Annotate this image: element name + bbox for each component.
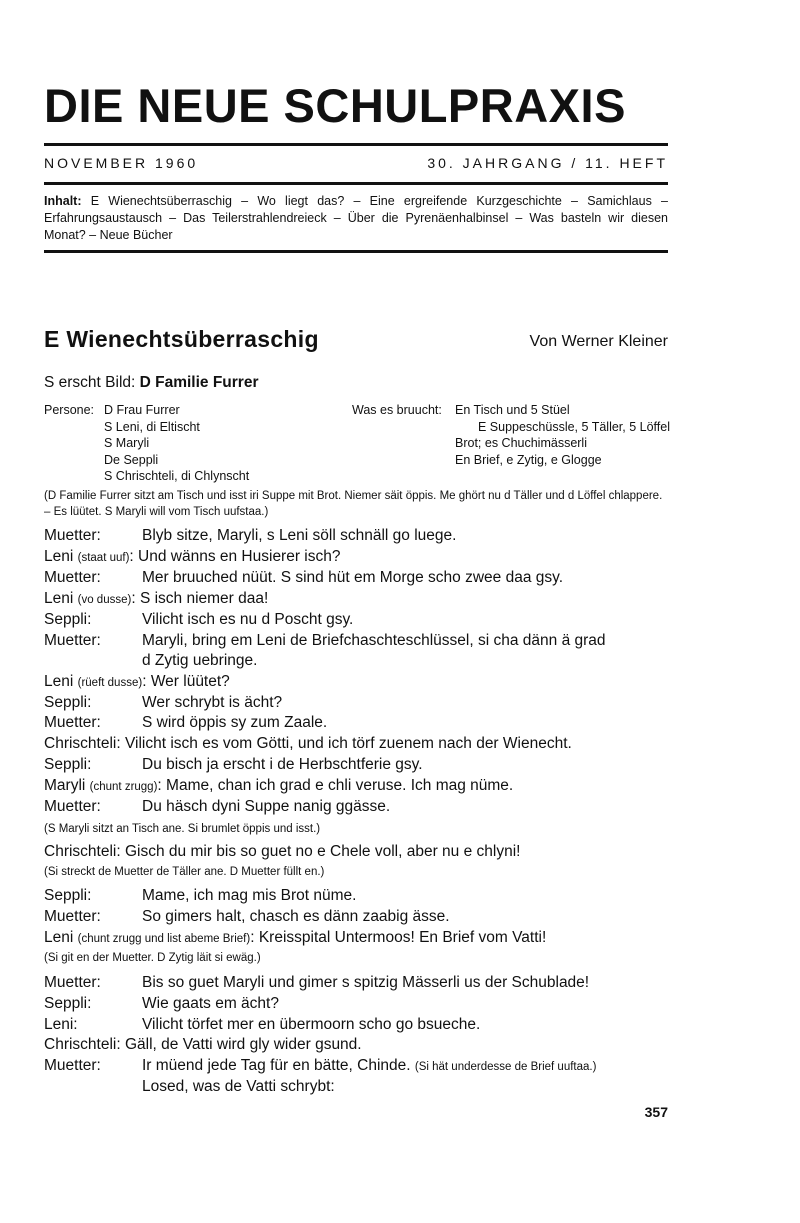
contents-text: E Wienechtsüberraschig – Wo liegt das? – Eine ergreifende Kurzgeschichte – Samichlaus – Erfahrungsaustausch – Das Teilerstrahlendreieck – Über die Pyrenäenhalbinsel – Was basteln wir diesen Monat? – Neue Bücher <box>44 194 668 242</box>
line-text: Wie gaats em ächt? <box>142 995 279 1012</box>
props-label: Was es bruucht: <box>352 403 442 417</box>
line-text: Blyb sitze, Maryli, s Leni söll schnäll go luege. <box>142 527 457 544</box>
cast-member: S Chrischteli, di Chlynscht <box>104 469 250 483</box>
issue-line <box>44 155 668 173</box>
cast-member: S Leni, di Eltischt <box>104 419 200 434</box>
cast-member: D Frau Furrer <box>104 403 180 417</box>
speaker: Chrischteli: <box>44 735 121 752</box>
speaker: Seppli: <box>44 756 92 773</box>
masthead-rule <box>44 143 668 146</box>
issue-date: NOVEMBER 1960 <box>44 155 199 171</box>
speaker: Leni <box>44 548 74 565</box>
page-number: 357 <box>644 1104 668 1120</box>
cast-label: Persone: <box>44 403 95 417</box>
speaker: Leni: <box>44 1016 78 1033</box>
issue-volume: 30. JAHRGANG / 11. HEFT <box>427 155 668 171</box>
stage-note: (chunt zrugg) <box>89 781 158 793</box>
scene-prefix: S erscht Bild: <box>44 374 136 391</box>
props-item: En Brief, e Zytig, e Glogge <box>455 452 602 467</box>
line-text: Mer bruuched nüüt. S sind hüt em Morge scho zwee daa gsy. <box>142 569 564 586</box>
scene-heading <box>44 374 259 392</box>
speaker: Leni <box>44 590 74 607</box>
dialogue-line: Leni (rüeft dusse): Wer lüütet? <box>44 673 230 690</box>
stage-direction: (Si git en der Muetter. D Zytig läit si ewäg.) <box>44 952 261 964</box>
speaker: Muetter: <box>44 974 101 991</box>
line-continuation: Losed, was de Vatti schrybt: <box>142 1078 335 1095</box>
dialogue-line <box>44 842 668 863</box>
stage-note: (staat uuf) <box>77 552 130 564</box>
speaker: Seppli: <box>44 694 92 711</box>
speaker: Muetter: <box>44 908 101 925</box>
speaker: Muetter: <box>44 798 101 815</box>
line-text: Maryli, bring em Leni de Briefchaschteschlüssel, si cha dänn ä grad <box>142 632 606 649</box>
line-text: Wer lüütet? <box>150 673 230 690</box>
speaker: Muetter: <box>44 1057 101 1074</box>
speaker: Chrischteli: <box>44 843 121 860</box>
issue-rule <box>44 182 668 185</box>
speaker: Muetter: <box>44 714 101 731</box>
dialogue-line: Maryli (chunt zrugg): Mame, chan ich grad e chli veruse. Ich mag nüme. <box>44 777 514 794</box>
stage-direction: (S Maryli sitzt an Tisch ane. Si brumlet öppis und isst.) <box>44 823 321 835</box>
speaker: Maryli <box>44 777 86 794</box>
line-text: Kreisspital Untermoos! En Brief vom Vatti! <box>258 929 547 946</box>
dialogue-line <box>44 1035 668 1056</box>
props-item: Brot; es Chuchimässerli <box>455 436 587 450</box>
line-text: Mame, ich mag mis Brot nüme. <box>142 887 357 904</box>
speaker: Leni <box>44 673 74 690</box>
dialogue-line: Leni (chunt zrugg und list abeme Brief): Kreisspital Untermoos! En Brief vom Vatti! <box>44 929 547 946</box>
table-of-contents <box>44 193 668 244</box>
dialogue-line: Leni (vo dusse): S isch niemer daa! <box>44 590 269 607</box>
scene-name: D Familie Furrer <box>139 374 259 391</box>
speaker: Seppli: <box>44 887 92 904</box>
stage-direction: (D Familie Furrer sitzt am Tisch und isst iri Suppe mit Brot. Niemer säit öppis. Me ghört nu d Täller und d Löffel chlappere. – Es lüütet. S Maryli will vom Tisch uufstaa.) <box>44 490 663 518</box>
line-text: Du häsch dyni Suppe nanig ggässe. <box>142 798 391 815</box>
speaker: Seppli: <box>44 995 92 1012</box>
article-title: E Wienechtsüberraschig <box>44 326 319 352</box>
dialogue-line <box>44 734 668 755</box>
speaker: Muetter: <box>44 527 101 544</box>
line-text: Vilicht törfet mer en übermoorn scho go bsueche. <box>142 1016 481 1033</box>
speaker: Chrischteli: <box>44 1036 121 1053</box>
props-item: En Tisch und 5 Stüel <box>455 403 570 417</box>
line-text: Bis so guet Maryli und gimer s spitzig Mässerli us der Schublade! <box>142 974 590 991</box>
contents-rule <box>44 250 668 253</box>
stage-note: (vo dusse) <box>77 594 132 606</box>
stage-direction: (Si streckt de Muetter de Täller ane. D Muetter füllt en.) <box>44 866 325 878</box>
cast-member: De Seppli <box>104 452 159 467</box>
cast-member: S Maryli <box>104 436 150 450</box>
speaker: Seppli: <box>44 611 92 628</box>
line-text: Und wänns en Husierer isch? <box>138 548 341 565</box>
line-text: Mame, chan ich grad e chli veruse. Ich mag nüme. <box>166 777 514 794</box>
line-text: Gäll, de Vatti wird gly wider gsund. <box>124 1036 362 1053</box>
stage-note: (Si hät underdesse de Brief uuftaa.) <box>414 1061 597 1073</box>
line-continuation: d Zytig uebringe. <box>142 652 258 669</box>
line-text: S wird öppis sy zum Zaale. <box>142 714 328 731</box>
line-text-wrap <box>142 1056 596 1078</box>
speaker: Muetter: <box>44 569 101 586</box>
line-text: Vilicht isch es nu d Poscht gsy. <box>142 611 354 628</box>
article-author: Von Werner Kleiner <box>529 333 668 350</box>
line-text: So gimers halt, chasch es dänn zaabig ässe. <box>142 908 450 925</box>
speaker: Leni <box>44 929 74 946</box>
line-text: Gisch du mir bis so guet no e Chele voll, aber nu e chlyni! <box>124 843 521 860</box>
stage-note: (chunt zrugg und list abeme Brief) <box>77 933 251 945</box>
dialogue-line: Leni (staat uuf): Und wänns en Husierer isch? <box>44 548 341 565</box>
line-text: Wer schrybt is ächt? <box>142 694 283 711</box>
line-text: Du bisch ja erscht i de Herbschtferie gsy. <box>142 756 423 773</box>
magazine-masthead: DIE NEUE SCHULPRAXIS <box>44 79 626 132</box>
props-item: E Suppeschüssle, 5 Täller, 5 Löffel <box>477 419 670 434</box>
contents-label: Inhalt: <box>44 194 82 208</box>
line-text: S isch niemer daa! <box>139 590 269 607</box>
line-text: Vilicht isch es vom Götti, und ich törf zuenem nach der Wienecht. <box>124 735 572 752</box>
line-text: Ir müend jede Tag für en bätte, Chinde. <box>142 1057 411 1074</box>
stage-note: (rüeft dusse) <box>77 677 143 689</box>
speaker: Muetter: <box>44 632 101 649</box>
